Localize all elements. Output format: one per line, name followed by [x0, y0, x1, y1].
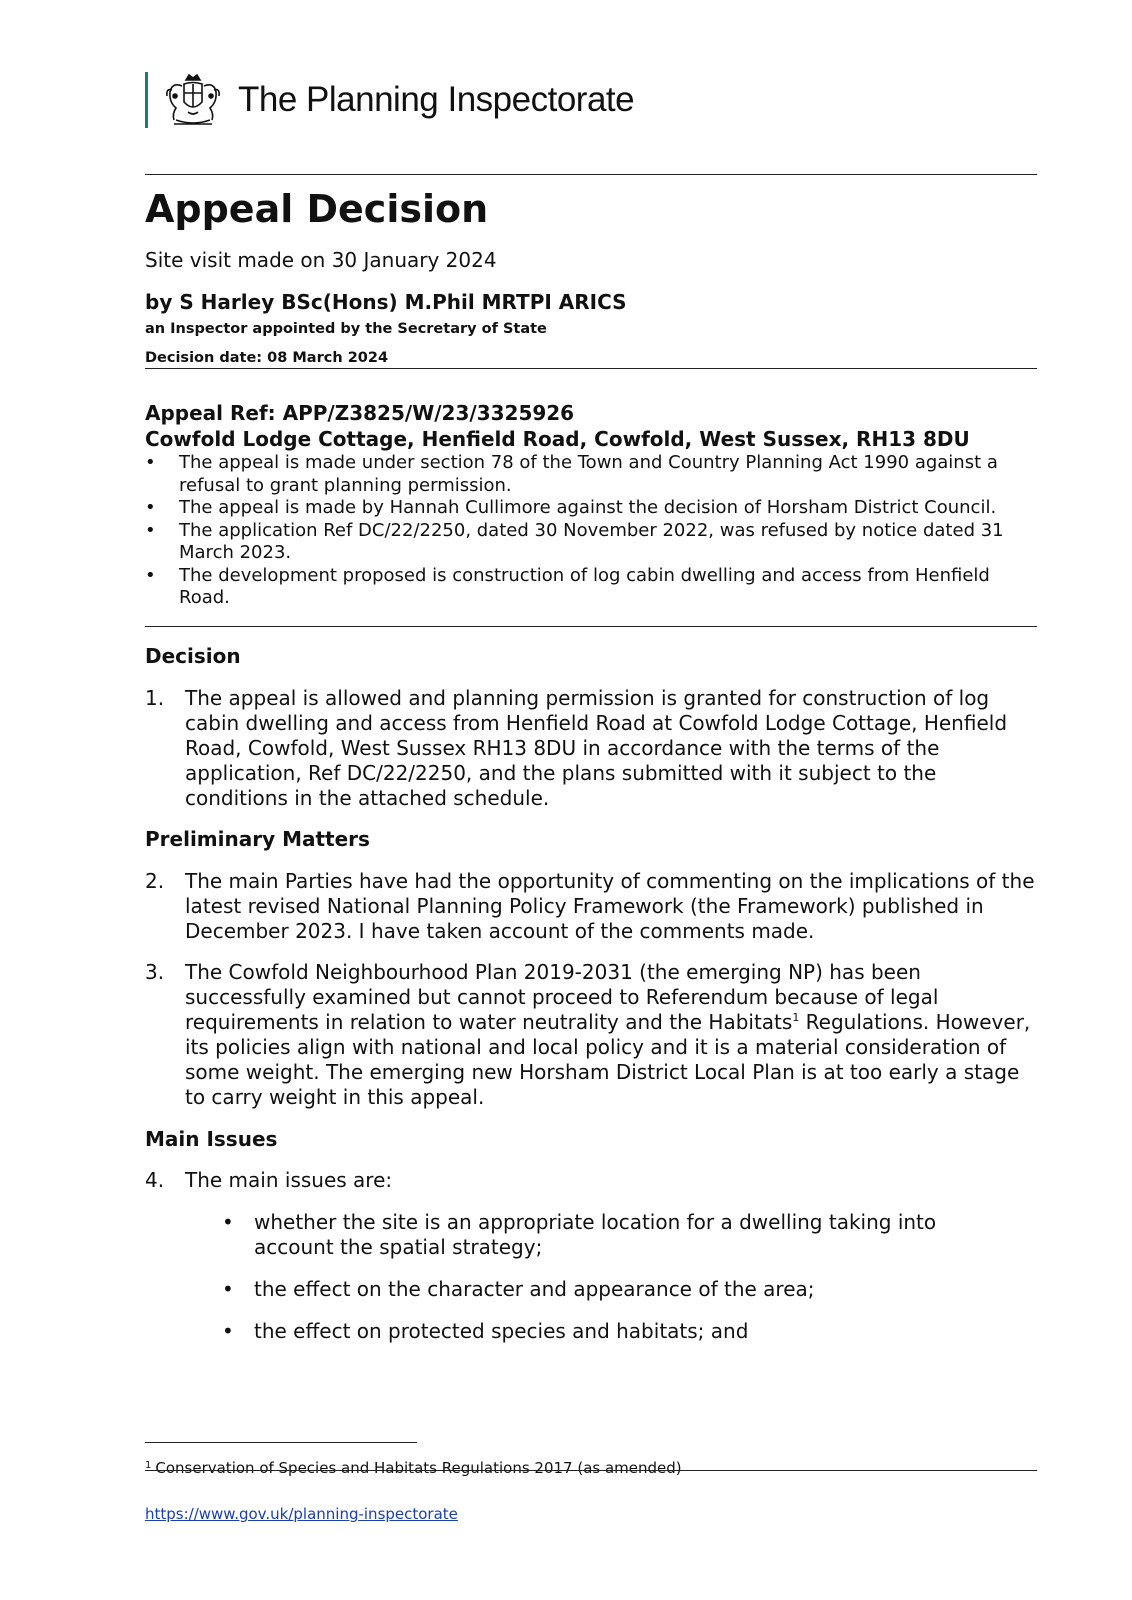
appeal-reference-block: [145, 400, 1037, 610]
decision-date-divider: [145, 368, 1037, 369]
paragraph-text: [185, 960, 1037, 1110]
logo-accent-bar: [145, 72, 148, 128]
appeal-block-divider: [145, 626, 1037, 627]
list-item: • whether the site is an appropriate location for a dwelling taking into account the spatial strategy;: [222, 1210, 1022, 1260]
footnote-reference[interactable]: 1: [792, 1011, 800, 1024]
paragraph-number: 2.: [145, 869, 165, 893]
footnote-divider: [145, 1442, 417, 1443]
footnote: [145, 1459, 682, 1477]
paragraph-2: [145, 869, 1037, 944]
section-heading-decision: Decision: [145, 644, 241, 668]
paragraph-3: [145, 960, 1037, 1110]
planning-inspectorate-logo: [145, 72, 634, 128]
inspector-appointment: an Inspector appointed by the Secretary of State: [145, 321, 547, 337]
main-issues-list: [222, 1210, 1022, 1361]
list-item: • The development proposed is construction of log cabin dwelling and access from Henfield Road.: [145, 565, 1037, 610]
paragraph-text: The main Parties have had the opportunity of commenting on the implications of the latest revised National Planning Policy Framework (the Framework) published in December 2023. I have taken account of the comments made.: [185, 869, 1035, 943]
paragraph-4: [145, 1168, 1037, 1193]
paragraph-text: The appeal is allowed and planning permission is granted for construction of log cabin dwelling and access from Henfield Road at Cowfold Lodge Cottage, Henfield Road, Cowfold, West Sussex RH13 8DU in accordance with the terms of the application, Ref DC/22/2250, and the plans submitted with it subject to the conditions in the attached schedule.: [185, 686, 1008, 810]
organisation-name: The Planning Inspectorate: [238, 80, 635, 119]
planning-inspectorate-link[interactable]: https://www.gov.uk/planning-inspectorate: [145, 1505, 458, 1523]
appeal-address: Cowfold Lodge Cottage, Henfield Road, Cowfold, West Sussex, RH13 8DU: [145, 427, 970, 451]
page-title: Appeal Decision: [145, 187, 489, 231]
list-item: • the effect on protected species and habitats; and: [222, 1319, 1022, 1344]
list-item: • The application Ref DC/22/2250, dated 30 November 2022, was refused by notice dated 31 March 2023.: [145, 520, 1037, 565]
footnote-text: Conservation of Species and Habitats Regulations 2017 (as amended): [155, 1459, 682, 1477]
paragraph-number: 1.: [145, 686, 165, 710]
paragraph-text-part-b: Regulations. However, its policies align with national and local policy and it is a material consideration of some weight. The emerging new Horsham District Local Plan is at too early a stage to carry weight in this appeal.: [185, 1010, 1031, 1109]
paragraph-text-part-a: The Cowfold Neighbourhood Plan 2019-2031 (the emerging NP) has been successfully examined but cannot proceed to Referendum because of legal requirements in relation to water neutrality and the Habitats: [185, 960, 939, 1034]
appeal-details-list: [145, 452, 1037, 610]
footer-divider: [145, 1470, 1037, 1471]
paragraph-text: The main issues are:: [185, 1168, 393, 1192]
section-heading-main-issues: Main Issues: [145, 1127, 278, 1151]
inspector-name: by S Harley BSc(Hons) M.Phil MRTPI ARICS: [145, 290, 627, 314]
appeal-ref: Appeal Ref: APP/Z3825/W/23/3325926: [145, 401, 575, 425]
list-item: • The appeal is made by Hannah Cullimore against the decision of Horsham District Council.: [145, 497, 1037, 520]
footnote-number: 1: [145, 1460, 152, 1471]
royal-coat-of-arms-icon: [162, 72, 224, 128]
site-visit-date: Site visit made on 30 January 2024: [145, 248, 497, 272]
list-item: • The appeal is made under section 78 of the Town and Country Planning Act 1990 against a refusal to grant planning permission.: [145, 452, 1037, 497]
decision-date: Decision date: 08 March 2024: [145, 350, 389, 366]
list-item: • the effect on the character and appearance of the area;: [222, 1277, 1022, 1302]
section-heading-preliminary-matters: Preliminary Matters: [145, 827, 370, 851]
paragraph-number: 3.: [145, 960, 165, 984]
header-divider: [145, 174, 1037, 175]
paragraph-1: [145, 686, 1037, 811]
paragraph-number: 4.: [145, 1168, 165, 1192]
